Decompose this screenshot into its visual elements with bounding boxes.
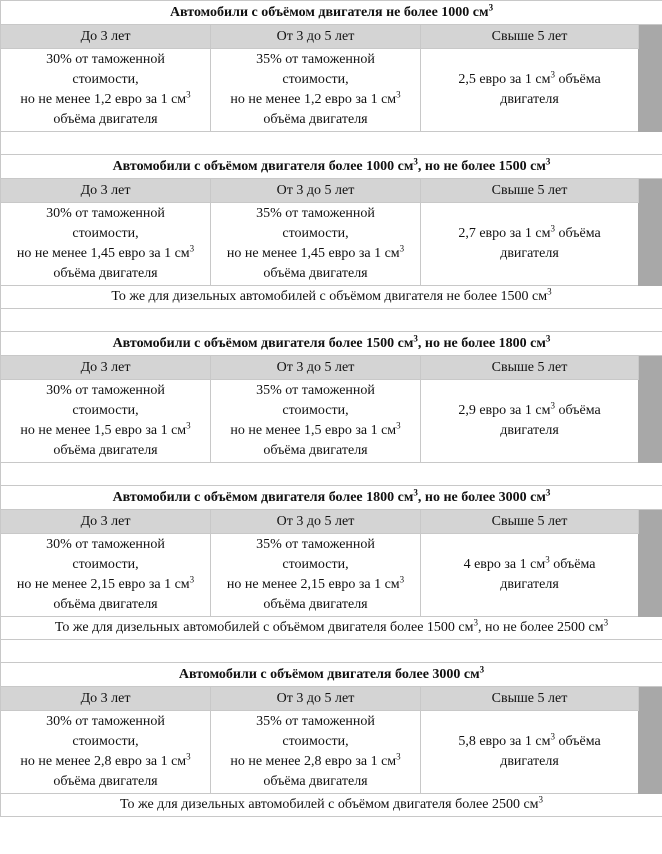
- rate-flat: 5,8 евро за 1 см: [458, 734, 551, 749]
- rate-flat: 2,7 евро за 1 см: [458, 226, 551, 241]
- rate-minimum: но не менее 2,8 евро за 1 см: [230, 754, 397, 769]
- column-header: [421, 510, 639, 534]
- spacer-row: [1, 640, 662, 663]
- cm3-superscript: 3: [538, 794, 544, 805]
- cm3-superscript: 3: [603, 617, 609, 628]
- column-header-label: До 3 лет: [80, 513, 131, 529]
- spacer-row: [1, 309, 662, 332]
- scrollbar-track[interactable]: [639, 179, 662, 286]
- rate-unit: объёма двигателя: [263, 266, 368, 281]
- section-title: [1, 486, 662, 510]
- rate-unit: объёма двигателя: [53, 597, 158, 612]
- column-header-label: От 3 до 5 лет: [276, 359, 355, 375]
- section-title: [1, 155, 662, 179]
- cm3-superscript: 3: [189, 574, 195, 585]
- cm3-superscript: 3: [413, 155, 418, 166]
- column-header: [421, 356, 639, 380]
- rate-row: [1, 380, 662, 463]
- rate-flat: 2,5 евро за 1 см: [458, 72, 551, 87]
- column-header-label: До 3 лет: [80, 690, 131, 706]
- scrollbar-track[interactable]: [639, 25, 662, 132]
- column-header-row: [1, 510, 662, 534]
- rate-cell-over-5-years: [421, 380, 639, 463]
- column-header-label: От 3 до 5 лет: [276, 513, 355, 529]
- spacer-row: [1, 132, 662, 155]
- section-title-row: [1, 663, 662, 687]
- column-header-row: [1, 687, 662, 711]
- rate-percent: 30% от таможенной: [46, 537, 165, 552]
- rate-percent: 30% от таможенной: [46, 206, 165, 221]
- column-header-label: От 3 до 5 лет: [276, 690, 355, 706]
- title-text-continued: , но не более 3000 см: [417, 489, 546, 505]
- column-header: [1, 356, 211, 380]
- column-header-row: [1, 179, 662, 203]
- cm3-superscript: 3: [550, 223, 555, 234]
- section-title: [1, 663, 662, 687]
- cm3-superscript: 3: [396, 751, 401, 762]
- rate-flat-cont: объёма: [554, 72, 601, 87]
- cm3-superscript: 3: [413, 486, 418, 497]
- diesel-note-row: [1, 286, 662, 309]
- rate-basis: стоимости,: [282, 72, 349, 87]
- column-header-label: Свыше 5 лет: [491, 28, 568, 44]
- rate-unit: объёма двигателя: [263, 774, 368, 789]
- cm3-superscript: 3: [186, 751, 191, 762]
- rate-basis: стоимости,: [282, 226, 349, 241]
- diesel-note: [1, 794, 662, 817]
- rate-cell: [1, 203, 211, 286]
- cm3-superscript: 3: [550, 69, 555, 80]
- cm3-superscript: 3: [545, 554, 550, 565]
- rate-cell: [211, 203, 421, 286]
- rate-flat-cont: объёма: [554, 734, 601, 749]
- cm3-superscript: 3: [473, 617, 478, 628]
- rate-percent: 30% от таможенной: [46, 383, 165, 398]
- diesel-note-text: То же для дизельных автомобилей с объёмом двигателя более 1500 см: [54, 620, 474, 635]
- column-header-label: От 3 до 5 лет: [276, 28, 355, 44]
- rate-unit: объёма двигателя: [53, 443, 158, 458]
- column-header: [421, 687, 639, 711]
- rate-unit: двигателя: [500, 577, 559, 592]
- diesel-note-row: [1, 617, 662, 640]
- rate-unit: двигателя: [500, 754, 559, 769]
- scrollbar-track[interactable]: [639, 687, 662, 794]
- column-header-label: Свыше 5 лет: [491, 513, 568, 529]
- rate-basis: стоимости,: [282, 557, 349, 572]
- rate-minimum: но не менее 1,2 евро за 1 см: [230, 92, 397, 107]
- column-header-label: До 3 лет: [80, 28, 131, 44]
- title-text-continued: , но не более 1500 см: [417, 158, 546, 174]
- cm3-superscript: 3: [189, 243, 195, 254]
- spacer-row: [1, 463, 662, 486]
- rate-basis: стоимости,: [72, 734, 139, 749]
- section-title-row: [1, 1, 662, 25]
- rate-unit: объёма двигателя: [53, 266, 158, 281]
- column-header: [211, 25, 421, 49]
- rate-percent: 30% от таможенной: [46, 52, 165, 67]
- rate-percent: 35% от таможенной: [256, 714, 375, 729]
- rate-flat-cont: объёма: [554, 226, 601, 241]
- rate-unit: объёма двигателя: [263, 443, 368, 458]
- rate-cell-over-5-years: [421, 49, 639, 132]
- column-header: [211, 510, 421, 534]
- rate-percent: 35% от таможенной: [256, 206, 375, 221]
- rate-basis: стоимости,: [72, 226, 139, 241]
- column-header-label: Свыше 5 лет: [491, 359, 568, 375]
- column-header-label: Свыше 5 лет: [491, 690, 568, 706]
- cm3-superscript: 3: [396, 89, 401, 100]
- rate-row: [1, 49, 662, 132]
- diesel-note: [1, 617, 662, 640]
- diesel-note-row: [1, 794, 662, 817]
- cm3-superscript: 3: [396, 420, 401, 431]
- section-title-row: [1, 155, 662, 179]
- rate-basis: стоимости,: [72, 403, 139, 418]
- column-header: [211, 687, 421, 711]
- cm3-superscript: 3: [399, 243, 405, 254]
- section-title-row: [1, 486, 662, 510]
- cm3-superscript: 3: [547, 286, 552, 297]
- rate-cell: [211, 711, 421, 794]
- column-header: [1, 510, 211, 534]
- diesel-note-text: То же для дизельных автомобилей с объёмом двигателя не более 1500 см: [111, 289, 548, 304]
- rate-flat: 2,9 евро за 1 см: [458, 403, 551, 418]
- section-title-text: [112, 155, 551, 174]
- column-header-row: [1, 25, 662, 49]
- cm3-superscript: 3: [550, 731, 555, 742]
- title-text: Автомобили с объёмом двигателя не более 1000 см: [169, 4, 489, 20]
- rate-basis: стоимости,: [72, 72, 139, 87]
- cm3-superscript: 3: [545, 155, 551, 166]
- rate-cell: [211, 380, 421, 463]
- column-header: [1, 179, 211, 203]
- rate-cell: [211, 49, 421, 132]
- title-text-continued: , но не более 1800 см: [417, 335, 546, 351]
- column-header-label: До 3 лет: [80, 182, 131, 198]
- title-text: Автомобили с объёмом двигателя более 1500 см: [112, 335, 414, 351]
- rate-unit: объёма двигателя: [263, 597, 368, 612]
- rate-percent: 35% от таможенной: [256, 52, 375, 67]
- cm3-superscript: 3: [413, 332, 418, 343]
- scrollbar-track[interactable]: [639, 510, 662, 617]
- rate-minimum: но не менее 2,8 евро за 1 см: [20, 754, 187, 769]
- title-text: Автомобили с объёмом двигателя более 3000 см: [178, 666, 480, 682]
- cm3-superscript: 3: [550, 400, 555, 411]
- rate-unit: объёма двигателя: [53, 112, 158, 127]
- section-title-row: [1, 332, 662, 356]
- cm3-superscript: 3: [399, 574, 405, 585]
- section-title: [1, 1, 662, 25]
- rate-cell: [211, 534, 421, 617]
- section-spacer: [1, 463, 662, 486]
- section-spacer: [1, 309, 662, 332]
- diesel-note: [1, 286, 662, 309]
- rate-minimum: но не менее 1,5 евро за 1 см: [230, 423, 397, 438]
- rate-minimum: но не менее 2,15 евро за 1 см: [226, 577, 400, 592]
- section-spacer: [1, 132, 662, 155]
- column-header: [1, 687, 211, 711]
- rate-cell: [1, 380, 211, 463]
- rate-unit: двигателя: [500, 246, 559, 261]
- cm3-superscript: 3: [545, 332, 551, 343]
- rate-minimum: но не менее 2,15 евро за 1 см: [16, 577, 190, 592]
- title-text: Автомобили с объёмом двигателя более 1800 см: [112, 489, 414, 505]
- rate-basis: стоимости,: [282, 734, 349, 749]
- column-header-label: От 3 до 5 лет: [276, 182, 355, 198]
- section-title-text: [169, 1, 494, 20]
- cm3-superscript: 3: [479, 663, 485, 674]
- section-title-text: [112, 486, 551, 505]
- rate-minimum: но не менее 1,45 евро за 1 см: [226, 246, 400, 261]
- cm3-superscript: 3: [488, 1, 494, 12]
- column-header-label: До 3 лет: [80, 359, 131, 375]
- column-header: [421, 25, 639, 49]
- rate-unit: объёма двигателя: [263, 112, 368, 127]
- rate-minimum: но не менее 1,5 евро за 1 см: [20, 423, 187, 438]
- section-spacer: [1, 640, 662, 663]
- title-text: Автомобили с объёмом двигателя более 1000 см: [112, 158, 414, 174]
- rate-minimum: но не менее 1,45 евро за 1 см: [16, 246, 190, 261]
- cm3-superscript: 3: [545, 486, 551, 497]
- rate-row: [1, 534, 662, 617]
- rate-unit: двигателя: [500, 423, 559, 438]
- rate-percent: 35% от таможенной: [256, 537, 375, 552]
- rate-cell: [1, 711, 211, 794]
- column-header-label: Свыше 5 лет: [491, 182, 568, 198]
- cm3-superscript: 3: [186, 420, 191, 431]
- rate-flat-cont: объёма: [554, 403, 601, 418]
- column-header: [421, 179, 639, 203]
- rate-cell: [1, 534, 211, 617]
- diesel-note-text-continued: , но не более 2500 см: [477, 620, 604, 635]
- section-title-text: [178, 663, 485, 682]
- rate-cell-over-5-years: [421, 534, 639, 617]
- rate-cell: [1, 49, 211, 132]
- rate-minimum: но не менее 1,2 евро за 1 см: [20, 92, 187, 107]
- rate-unit: объёма двигателя: [53, 774, 158, 789]
- column-header: [211, 179, 421, 203]
- section-title: [1, 332, 662, 356]
- rate-row: [1, 711, 662, 794]
- cm3-superscript: 3: [186, 89, 191, 100]
- rate-cell-over-5-years: [421, 203, 639, 286]
- rate-percent: 35% от таможенной: [256, 383, 375, 398]
- scrollbar-track[interactable]: [639, 356, 662, 463]
- rate-unit: двигателя: [500, 92, 559, 107]
- rate-row: [1, 203, 662, 286]
- rate-basis: стоимости,: [282, 403, 349, 418]
- section-title-text: [112, 332, 551, 351]
- rate-flat: 4 евро за 1 см: [463, 557, 546, 572]
- column-header: [211, 356, 421, 380]
- column-header-row: [1, 356, 662, 380]
- column-header: [1, 25, 211, 49]
- rate-basis: стоимости,: [72, 557, 139, 572]
- rate-cell-over-5-years: [421, 711, 639, 794]
- diesel-note-text: То же для дизельных автомобилей с объёмом двигателя более 2500 см: [119, 797, 539, 812]
- rate-flat-cont: объёма: [549, 557, 596, 572]
- rate-percent: 30% от таможенной: [46, 714, 165, 729]
